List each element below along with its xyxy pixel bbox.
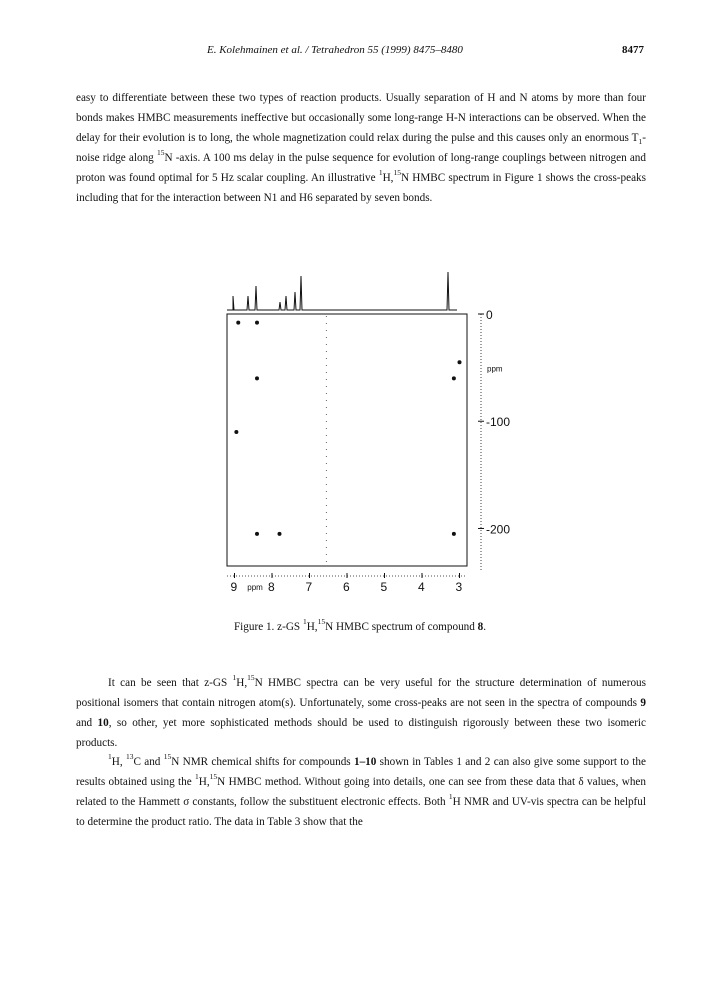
x-tick-label: 6 — [343, 580, 350, 594]
cross-peak — [255, 532, 259, 536]
text-run: H, — [198, 776, 210, 788]
text-run: easy to differentiate between these two types of reaction products. Usually separation of H and N atoms by more than four bonds makes HMBC measurements ineffective but occasionally some long-range H-N interactions can be observed. When the delay for their evolution is to long, the whole magnetization could relax during the pulse and this causes only an enormous T — [76, 92, 646, 144]
compound-number: 9 — [640, 697, 646, 709]
cross-peak — [458, 360, 462, 364]
superscript: 13 — [125, 752, 134, 762]
plot-frame — [227, 314, 467, 566]
subscript: 1 — [638, 137, 643, 147]
paragraph-isomers — [76, 673, 646, 753]
text-run: N NMR chemical shifts for compounds — [171, 756, 354, 768]
x-tick-label: 7 — [305, 580, 313, 594]
cross-peak — [255, 321, 259, 325]
text-run: N HMBC method. Without going into details, one can see from these data that δ values, when related to the Hammett σ constants, follow the substituent electronic effects. Both — [76, 776, 646, 808]
superscript: 15 — [317, 617, 326, 627]
cross-peak — [452, 532, 456, 536]
text-run: C and — [133, 756, 164, 768]
hmbc-spectrum-plot — [225, 268, 525, 608]
x-tick-label: 5 — [380, 580, 388, 594]
running-head-title: E. Kolehmainen et al. / Tetrahedron 55 (1999) 8475–8480 — [207, 44, 463, 56]
page-number: 8477 — [622, 44, 644, 56]
x-axis — [227, 573, 467, 594]
text-run: N HMBC spectrum in Figure 1 shows the cross-peaks including that for the interaction between N1 and H6 separated by seven bonds. — [76, 172, 646, 204]
compound-number: 10 — [97, 717, 109, 729]
figure-1 — [225, 268, 525, 608]
y-axis — [478, 308, 510, 570]
compound-number: 1–10 — [353, 756, 377, 768]
text-run: -noise ridge along — [76, 132, 646, 164]
x-unit-label: ppm — [247, 583, 263, 592]
superscript: 1 — [232, 673, 237, 683]
superscript: 1 — [108, 752, 112, 762]
superscript: 15 — [209, 772, 218, 782]
running-header — [0, 44, 720, 60]
text-run: H NMR and UV-vis spectra can be helpful to determine the product ratio. The data in Table 3 show that the — [76, 796, 646, 828]
text-run: . — [483, 621, 487, 633]
text-run: H, — [236, 677, 248, 689]
superscript: 15 — [247, 673, 255, 683]
cross-peak — [278, 532, 282, 536]
superscript: 1 — [195, 772, 199, 782]
compound-number: 8 — [477, 621, 484, 633]
paragraph-intro — [76, 88, 646, 208]
text-run: N HMBC spectrum of compound — [325, 621, 478, 633]
x-tick-label: 4 — [418, 580, 425, 594]
x-tick-label: 3 — [455, 580, 463, 594]
superscript: 1 — [448, 792, 453, 802]
x-tick-label: 8 — [268, 580, 275, 594]
text-run: N -axis. A 100 ms delay in the pulse sequence for evolution of long-range couplings between nitrogen and proton was found optimal for 5 Hz scalar coupling. An illustrative — [76, 152, 646, 184]
y-tick-label: 0 — [486, 308, 493, 322]
text-run: , so other, yet more sophisticated methods should be used to distinguish rigorously between these two isomeric products. — [76, 717, 646, 749]
text-run: Figure 1. z-GS — [233, 621, 303, 633]
text-run: H, — [111, 756, 126, 768]
superscript: 15 — [393, 168, 401, 178]
projection-spectrum — [227, 272, 457, 310]
y-tick-label: -100 — [486, 415, 511, 430]
text-run: H, — [306, 621, 318, 633]
superscript: 1 — [302, 617, 307, 627]
cross-peak — [452, 376, 456, 380]
cross-peak — [255, 376, 259, 380]
superscript: 15 — [163, 752, 172, 762]
text-run: H, — [382, 172, 394, 184]
superscript: 15 — [156, 148, 165, 158]
text-run: shown in Tables 1 and 2 can also give some support to the results obtained using the — [76, 756, 646, 788]
figure-caption — [0, 617, 720, 633]
cross-peaks — [234, 321, 461, 536]
paragraph-chemical-shifts — [76, 752, 646, 832]
text-run: It can be seen that z-GS — [108, 677, 233, 689]
text-run: and — [76, 717, 98, 729]
cross-peak — [236, 321, 240, 325]
y-tick-label: -200 — [486, 522, 511, 537]
text-run: N HMBC spectra can be very useful for the structure determination of numerous positional isomers that contain nitrogen atom(s). Unfortunately, some cross-peaks are not seen in the spectra of compounds — [76, 677, 646, 709]
y-unit-label: ppm — [487, 364, 503, 374]
x-tick-label: 9 — [230, 580, 238, 594]
cross-peak — [234, 430, 238, 434]
superscript: 1 — [378, 168, 383, 178]
